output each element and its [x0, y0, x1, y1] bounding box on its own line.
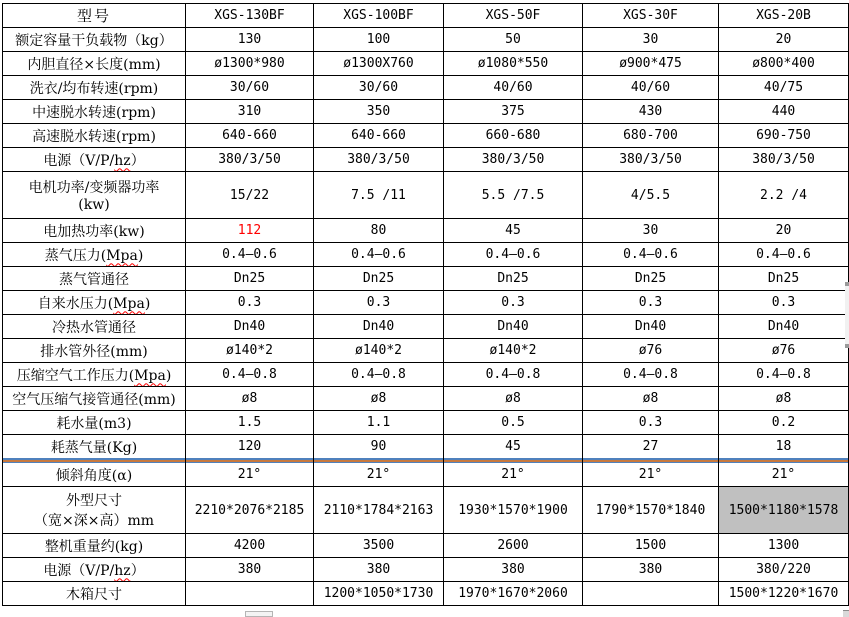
spec-value: 27 [583, 435, 719, 459]
spec-value: 21° [314, 463, 444, 487]
spec-value: ø140*2 [314, 339, 444, 363]
spec-value: 380/3/50 [314, 148, 444, 172]
spec-value: ø1300X760 [314, 52, 444, 76]
spec-value [583, 582, 719, 606]
spec-value: 5.5 /7.5 [444, 172, 583, 219]
spec-value: 40/60 [583, 76, 719, 100]
spec-row [3, 363, 849, 387]
model-header-xgs-130bf: XGS-130BF [186, 4, 314, 28]
spec-row [3, 435, 849, 459]
spec-row [3, 534, 849, 558]
horizontal-scrollbar-fragment[interactable] [245, 611, 273, 617]
spec-value: 680-700 [583, 124, 719, 148]
spec-value: ø1080*550 [444, 52, 583, 76]
spec-row [3, 582, 849, 606]
model-header-xgs-100bf: XGS-100BF [314, 4, 444, 28]
spec-label: 排水管外径(mm) [3, 339, 186, 363]
spec-value: 0.3 [186, 291, 314, 315]
spec-value: 20 [719, 219, 849, 243]
spec-value: Dn25 [314, 267, 444, 291]
spec-value: 430 [583, 100, 719, 124]
spec-value: 40/75 [719, 76, 849, 100]
spec-value: 1500*1220*1670 [719, 582, 849, 606]
spec-value: 21° [583, 463, 719, 487]
spec-value: Dn40 [719, 315, 849, 339]
spec-label: 自来水压力(Mpa) [3, 291, 186, 315]
spec-value: 90 [314, 435, 444, 459]
header-row [3, 4, 849, 28]
spec-label: 外型尺寸 （宽×深×高）mm [3, 487, 186, 534]
spec-value: 380/3/50 [444, 148, 583, 172]
spec-value: ø1300*980 [186, 52, 314, 76]
spec-value: ø8 [719, 387, 849, 411]
spec-label: 额定容量干负载物（kg） [3, 28, 186, 52]
spec-value: 380 [444, 558, 583, 582]
spec-value: 3500 [314, 534, 444, 558]
spec-row [3, 387, 849, 411]
spec-label: 蒸气管通径 [3, 267, 186, 291]
spec-value: Dn40 [314, 315, 444, 339]
spec-value: Dn25 [719, 267, 849, 291]
spec-label: 整机重量约(kg) [3, 534, 186, 558]
spec-label: 高速脱水转速(rpm) [3, 124, 186, 148]
spec-row [3, 148, 849, 172]
spec-value: 2110*1784*2163 [314, 487, 444, 534]
spec-value-highlighted: 1500*1180*1578 [719, 487, 849, 534]
spec-value: 350 [314, 100, 444, 124]
spec-value: 130 [186, 28, 314, 52]
spec-value: 0.3 [444, 291, 583, 315]
spec-value: 100 [314, 28, 444, 52]
spec-row [3, 315, 849, 339]
spec-value: 2210*2076*2185 [186, 487, 314, 534]
spec-value: 2.2 /4 [719, 172, 849, 219]
spec-value: 310 [186, 100, 314, 124]
spec-value [186, 582, 314, 606]
spec-row [3, 558, 849, 582]
spellcheck-underline: hz [114, 562, 131, 579]
spec-value: 80 [314, 219, 444, 243]
spec-value: 1930*1570*1900 [444, 487, 583, 534]
spec-value: ø900*475 [583, 52, 719, 76]
spec-value: 0.4—0.8 [186, 363, 314, 387]
spec-label: 电源（V/P/hz） [3, 148, 186, 172]
spec-label: 电源（V/P/hz） [3, 558, 186, 582]
spec-value: 640-660 [186, 124, 314, 148]
spec-value: 0.4—0.6 [444, 243, 583, 267]
spec-value: 1200*1050*1730 [314, 582, 444, 606]
spec-value: ø800*400 [719, 52, 849, 76]
spec-value: 2600 [444, 534, 583, 558]
spec-value: 0.4—0.8 [583, 363, 719, 387]
spec-value: 18 [719, 435, 849, 459]
spec-value: 4/5.5 [583, 172, 719, 219]
spec-label: 冷热水管通径 [3, 315, 186, 339]
spec-row [3, 339, 849, 363]
spec-label: 耗蒸气量(Kg) [3, 435, 186, 459]
spec-label: 倾斜角度(α) [3, 463, 186, 487]
spec-value: 380 [583, 558, 719, 582]
spec-row [3, 243, 849, 267]
spec-value: 45 [444, 219, 583, 243]
spec-table-body [3, 28, 849, 606]
spec-value: 0.4—0.8 [314, 363, 444, 387]
spellcheck-underline: Mpa [134, 367, 166, 384]
spec-value: 0.4—0.8 [719, 363, 849, 387]
spec-label: 电机功率/变频器功率 (kw) [3, 172, 186, 219]
spec-value: 30 [583, 28, 719, 52]
spec-label: 耗水量(m3) [3, 411, 186, 435]
spec-value: 21° [719, 463, 849, 487]
model-header-xgs-50f: XGS-50F [444, 4, 583, 28]
spec-value: 1790*1570*1840 [583, 487, 719, 534]
spec-label: 中速脱水转速(rpm) [3, 100, 186, 124]
spec-value: 20 [719, 28, 849, 52]
spec-value: 0.2 [719, 411, 849, 435]
spec-value: 375 [444, 100, 583, 124]
spec-value: 40/60 [444, 76, 583, 100]
header-model-label: 型号 [3, 4, 186, 28]
spec-value: 15/22 [186, 172, 314, 219]
spec-value: Dn40 [583, 315, 719, 339]
spec-value: Dn25 [186, 267, 314, 291]
spec-value: 0.3 [314, 291, 444, 315]
spec-value: 0.5 [444, 411, 583, 435]
spec-value: Dn25 [444, 267, 583, 291]
model-header-xgs-30f: XGS-30F [583, 4, 719, 28]
spec-value: 0.4—0.8 [444, 363, 583, 387]
spec-value: ø76 [719, 339, 849, 363]
vertical-scrollbar-fragment[interactable] [845, 282, 849, 348]
spec-value: ø140*2 [186, 339, 314, 363]
spec-row [3, 219, 849, 243]
spellcheck-underline: Mpa [106, 247, 138, 264]
spec-value: 4200 [186, 534, 314, 558]
spec-value: 660-680 [444, 124, 583, 148]
spec-value: 120 [186, 435, 314, 459]
spec-value: 0.3 [583, 291, 719, 315]
spec-label: 内胆直径×长度(mm) [3, 52, 186, 76]
spec-value: 30 [583, 219, 719, 243]
spec-value: 0.4—0.6 [314, 243, 444, 267]
spec-value: ø76 [583, 339, 719, 363]
spec-row [3, 487, 849, 534]
spec-row [3, 463, 849, 487]
spec-value: 380/3/50 [719, 148, 849, 172]
spec-value: 1300 [719, 534, 849, 558]
spec-value: 1970*1670*2060 [444, 582, 583, 606]
spec-value: 690-750 [719, 124, 849, 148]
spec-value: 45 [444, 435, 583, 459]
spec-value: Dn40 [186, 315, 314, 339]
spec-value: ø8 [444, 387, 583, 411]
spec-value: 30/60 [186, 76, 314, 100]
spec-value: 0.4—0.6 [186, 243, 314, 267]
spec-value: ø140*2 [444, 339, 583, 363]
spec-value: ø8 [314, 387, 444, 411]
scrollbar-cap-top [845, 282, 849, 286]
spec-row [3, 267, 849, 291]
spec-row [3, 28, 849, 52]
spec-value: 112 [186, 219, 314, 243]
spec-value: 440 [719, 100, 849, 124]
spec-value: Dn40 [444, 315, 583, 339]
spec-value: 0.3 [719, 291, 849, 315]
spec-row [3, 100, 849, 124]
spec-value: 0.4—0.6 [719, 243, 849, 267]
spec-value: 380/220 [719, 558, 849, 582]
spec-label: 蒸气压力(Mpa) [3, 243, 186, 267]
spec-value: 380 [314, 558, 444, 582]
spec-value: 380/3/50 [583, 148, 719, 172]
spec-row [3, 124, 849, 148]
spec-value: 7.5 /11 [314, 172, 444, 219]
spec-row [3, 411, 849, 435]
spec-value: 640-660 [314, 124, 444, 148]
spec-value: 380/3/50 [186, 148, 314, 172]
spec-value: 21° [444, 463, 583, 487]
spec-label: 空气压缩气接管通径(mm) [3, 387, 186, 411]
spec-value: 1.1 [314, 411, 444, 435]
spec-value: 0.3 [583, 411, 719, 435]
spec-value: 380 [186, 558, 314, 582]
spec-value: ø8 [186, 387, 314, 411]
spec-label: 木箱尺寸 [3, 582, 186, 606]
spec-row [3, 172, 849, 219]
spec-table [2, 3, 849, 606]
scrollbar-cap-bottom [845, 344, 849, 348]
spec-row [3, 291, 849, 315]
spec-value: Dn25 [583, 267, 719, 291]
spec-value: 1.5 [186, 411, 314, 435]
spec-label: 压缩空气工作压力(Mpa) [3, 363, 186, 387]
model-header-xgs-20b: XGS-20B [719, 4, 849, 28]
spec-row [3, 52, 849, 76]
spec-label: 洗衣/均布转速(rpm) [3, 76, 186, 100]
spellcheck-underline: Mpa [113, 295, 145, 312]
spec-label: 电加热功率(kw) [3, 219, 186, 243]
spec-row [3, 76, 849, 100]
spec-value: 30/60 [314, 76, 444, 100]
spellcheck-underline: hz [114, 152, 131, 169]
spec-value: ø8 [583, 387, 719, 411]
spec-value: 21° [186, 463, 314, 487]
spec-value: 0.4—0.6 [583, 243, 719, 267]
spec-value: 1500 [583, 534, 719, 558]
spec-value: 50 [444, 28, 583, 52]
